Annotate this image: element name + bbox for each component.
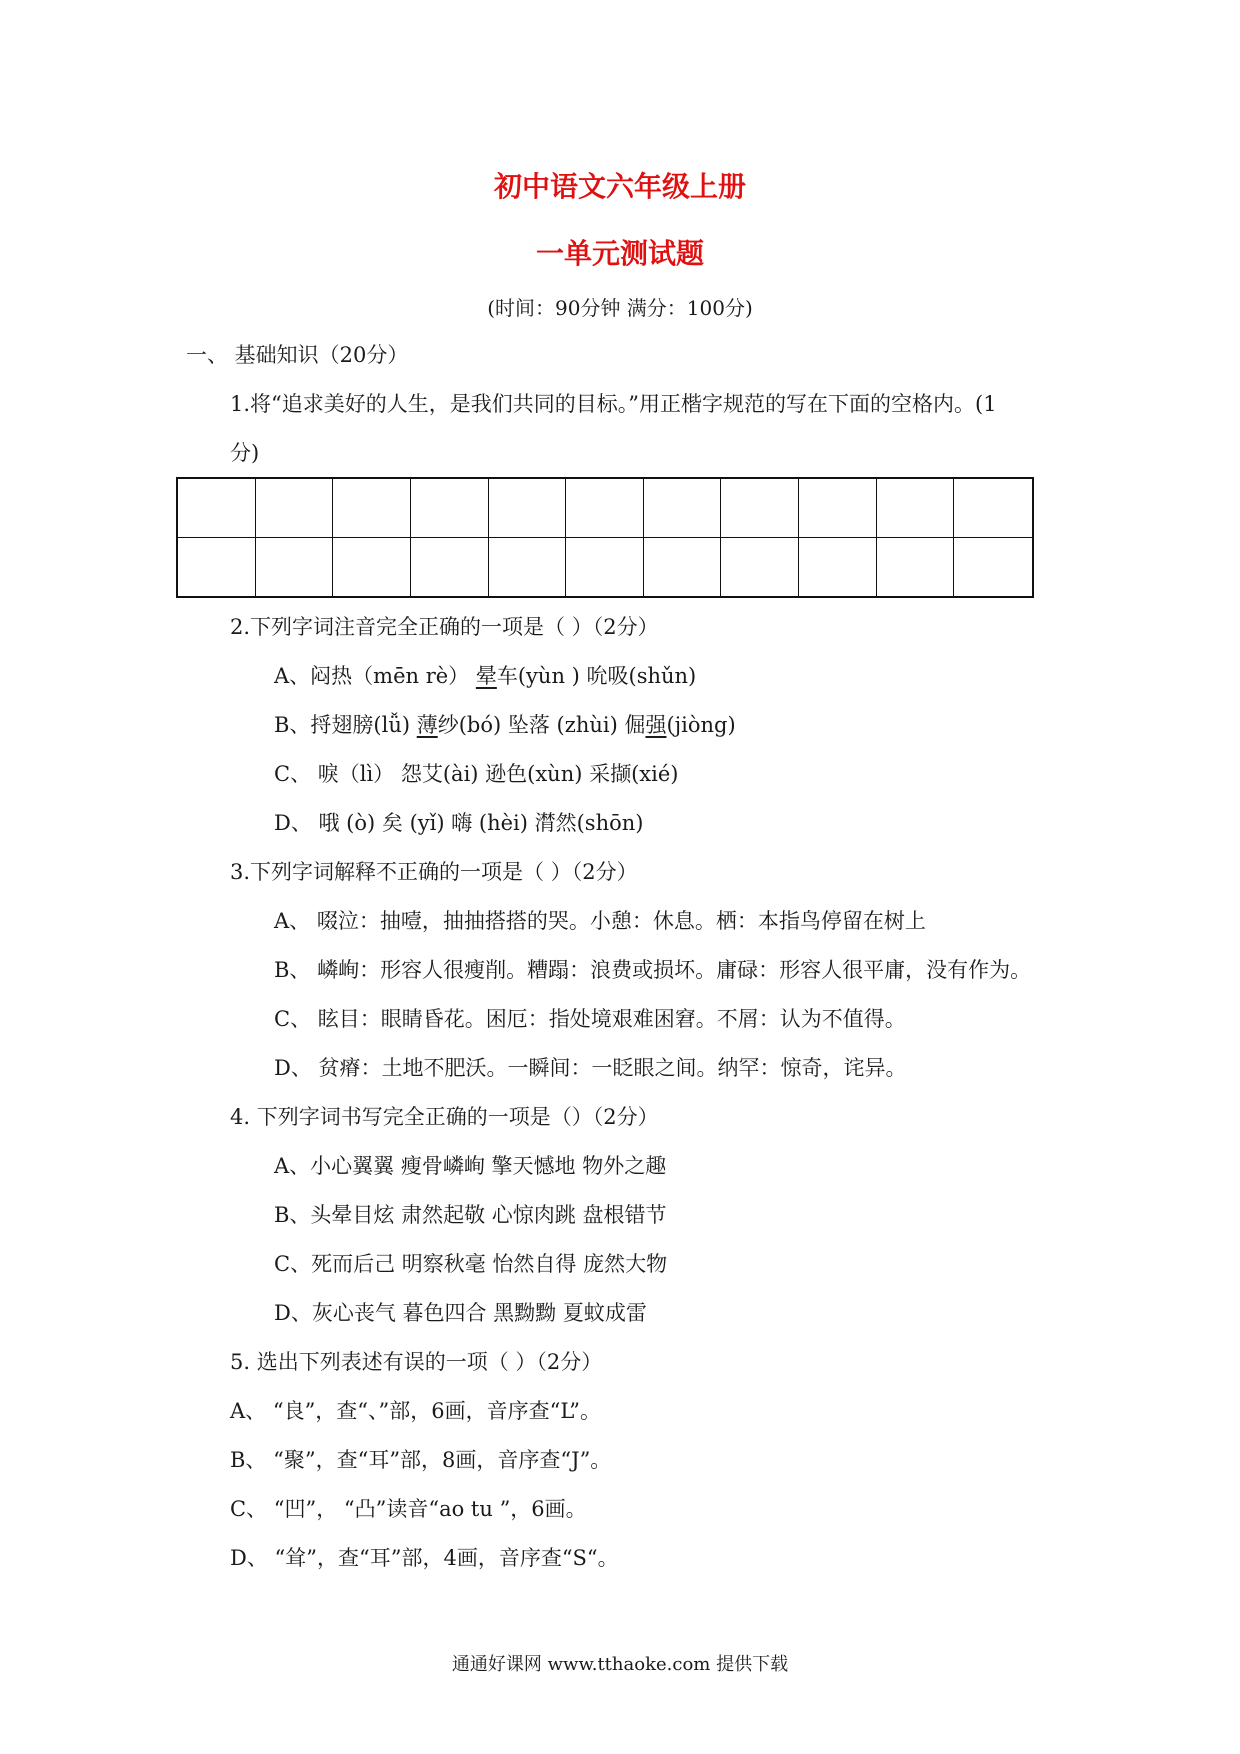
question-4-stem: 4. 下列字词书写完全正确的一项是（）（2分） (230, 1105, 659, 1129)
question-3-option-b: B、 嶙峋：形容人很瘦削。糟蹋：浪费或损坏。庸碌：形容人很平庸，没有作为。 (274, 958, 1032, 982)
grid-cell (178, 479, 256, 538)
grid-cell (333, 538, 411, 597)
grid-cell (178, 538, 256, 597)
option-a-text: A、闷热（mēn rè） (274, 664, 476, 688)
grid-cell (566, 538, 644, 597)
question-5-stem: 5. 选出下列表述有误的一项（ ）（2分） (230, 1350, 603, 1374)
grid-cell (489, 538, 567, 597)
grid-cell (877, 479, 955, 538)
option-b-text: B、捋翅膀(lǚ) (274, 713, 417, 737)
question-4-option-d: D、灰心丧气 暮色四合 黑黝黝 夏蚊成雷 (274, 1301, 647, 1325)
grid-cell (411, 479, 489, 538)
question-5-option-b: B、 “聚”，查“耳”部，8画，音序查“J”。 (230, 1448, 612, 1472)
option-a-text-rest: 车(yùn ) 吮吸(shǔn) (496, 664, 697, 688)
question-4-option-b: B、头晕目炫 肃然起敬 心惊肉跳 盘根错节 (274, 1203, 667, 1227)
question-1-stem: 1.将“追求美好的人生，是我们共同的目标。”用正楷字规范的写在下面的空格内。(1 (230, 392, 997, 416)
grid-cell (644, 538, 722, 597)
question-2-stem: 2.下列字词注音完全正确的一项是（ ）（2分） (230, 615, 659, 639)
question-2-option-d: D、 哦 (ò) 矣 (yǐ) 嗨 (hèi) 潸然(shōn) (274, 811, 644, 835)
grid-cell (877, 538, 955, 597)
time-and-score-info: (时间：90分钟 满分：100分) (487, 296, 753, 320)
page-footer: 通通好课网 www.tthaoke.com 提供下载 (451, 1654, 789, 1675)
grid-cell (799, 479, 877, 538)
question-2-option-a (274, 663, 696, 689)
question-2-option-c: C、 唳（lì） 怨艾(ài) 逊色(xùn) 采撷(xié) (274, 762, 679, 786)
grid-cell (411, 538, 489, 597)
underlined-char: 薄 (416, 713, 438, 737)
option-b-text-rest: (jiòng) (666, 713, 736, 737)
grid-cell (566, 479, 644, 538)
question-4-option-a: A、小心翼翼 瘦骨嶙峋 擎天憾地 物外之趣 (274, 1154, 667, 1178)
grid-cell (721, 538, 799, 597)
underlined-char: 晕 (475, 664, 497, 688)
section-heading: 一、 基础知识（20分） (186, 343, 409, 367)
question-3-option-a: A、 啜泣：抽噎，抽抽搭搭的哭。小憩：休息。栖：本指鸟停留在树上 (274, 909, 926, 933)
question-3-option-c: C、 眩目：眼睛昏花。困厄：指处境艰难困窘。不屑：认为不值得。 (274, 1007, 906, 1031)
option-b-text-mid: 纱(bó) 坠落 (zhùi) 倔 (437, 713, 646, 737)
writing-grid (176, 477, 1034, 598)
question-2-option-b (274, 712, 736, 738)
grid-cell (954, 538, 1032, 597)
grid-cell (954, 479, 1032, 538)
grid-cell (644, 479, 722, 538)
grid-cell (799, 538, 877, 597)
grid-cell (333, 479, 411, 538)
page-subtitle: 一单元测试题 (535, 237, 704, 270)
question-4-option-c: C、死而后己 明察秋毫 怡然自得 庞然大物 (274, 1252, 668, 1276)
question-5-option-c: C、 “凹”， “凸”读音“ao tu ”，6画。 (230, 1497, 587, 1521)
question-5-option-a: A、 “良”，查“、”部，6画，音序查“L”。 (230, 1399, 602, 1423)
question-5-option-d: D、 “耸”，查“耳”部，4画，音序查“S“。 (230, 1546, 619, 1570)
grid-cell (256, 538, 334, 597)
grid-cell (489, 479, 567, 538)
grid-cell (256, 479, 334, 538)
question-3-stem: 3.下列字词解释不正确的一项是（ ）（2分） (230, 860, 638, 884)
question-3-option-d: D、 贫瘠：土地不肥沃。一瞬间：一眨眼之间。纳罕：惊奇，诧异。 (274, 1056, 907, 1080)
question-1-stem-cont: 分) (230, 441, 260, 465)
grid-cell (721, 479, 799, 538)
underlined-char: 强 (645, 713, 667, 737)
page-title: 初中语文六年级上册 (493, 170, 746, 203)
